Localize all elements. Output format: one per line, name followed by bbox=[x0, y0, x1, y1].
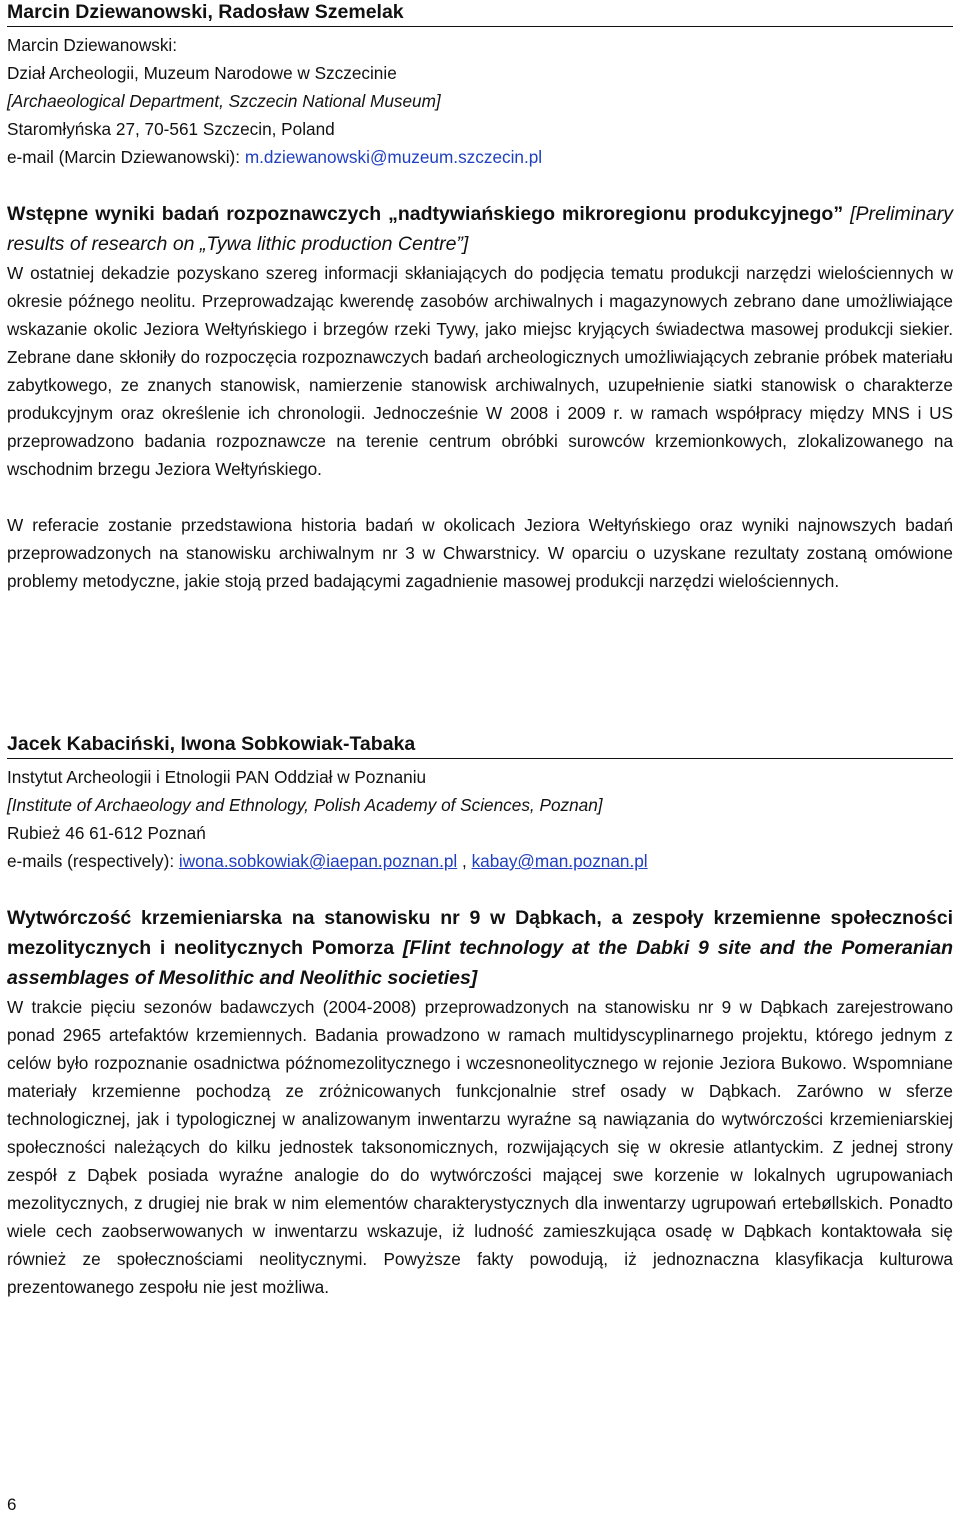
abstract-paragraph: W trakcie pięciu sezonów badawczych (2004-2008) przeprowadzonych na stanowisku nr 9 w Dąbkach zarejestrowano ponad 2965 artefaktów krzemiennych. Badania prowadzono w ramach multidyscyplinarnego projektu, którego jednym z celów było rozpoznanie osadnictwa późnomezolitycznego i wczesnoneolitycznego w rejonie Jeziora Bukowo. Wspomniane materiały krzemienne pochodzą ze zróżnicowanych funkcjonalnie stref osady w Dąbkach. Zarówno w sferze technologicznej, jak i typologicznej w analizowanym inwentarzu wyraźne są nawiązania do wytwórczości krzemieniarskiej społeczności należących do kilku jednostek taksonomicznych, rozwijających się w okresie atlantyckim. Z jednej strony zespół z Dąbek posiada wyraźne analogie do do wytwórczości mającej swe korzenie w lokalnych ugrupowaniach mezolitycznych, z drugiej nie brak w nim elementów charakterystycznych dla inwentarzy ugrupowań ertebøllskich. Ponadto wiele cech zaobserwowanych w inwentarzu wskazuje, iż ludność zamieszkująca osadę w Dąbkach kontaktowała się również ze społecznościami neolitycznymi. Powyższe fakty powodują, iż jednoznaczna klasyfikacja kulturowa prezentowanego zespołu nie jest możliwa. bbox=[7, 997, 953, 1297]
abstract-title bbox=[7, 199, 953, 259]
title-polish: Wstępne wyniki badań rozpoznawczych „nadtywiańskiego mikroregionu produkcyjnego” bbox=[7, 203, 844, 225]
email-link-2[interactable]: kabay@man.poznan.pl bbox=[471, 851, 648, 871]
authors-heading: Jacek Kabaciński, Iwona Sobkowiak-Tabaka bbox=[7, 732, 953, 759]
email-separator: , bbox=[457, 851, 472, 871]
page-number: 6 bbox=[7, 1495, 17, 1514]
email-line bbox=[7, 143, 953, 171]
institution: Instytut Archeologii i Etnologii PAN Oddział w Poznaniu bbox=[7, 767, 427, 787]
affiliation-label: Marcin Dziewanowski: bbox=[7, 35, 178, 55]
email-label: e-mails (respectively): bbox=[7, 851, 179, 871]
title-english: [Flint technology at the Dabki 9 site and the Pomeranian assemblages of Mesolithic and Neolithic societies] bbox=[7, 937, 953, 989]
address: Staromłyńska 27, 70-561 Szczecin, Poland bbox=[7, 119, 335, 139]
authors-heading: Marcin Dziewanowski, Radosław Szemelak bbox=[7, 0, 953, 27]
email-line bbox=[7, 847, 953, 875]
institution-english: [Institute of Archaeology and Ethnology, Polish Academy of Sciences, Poznan] bbox=[7, 795, 603, 815]
institution-english: [Archaeological Department, Szczecin National Museum] bbox=[7, 91, 441, 111]
email-label: e-mail (Marcin Dziewanowski): bbox=[7, 147, 245, 167]
abstract-entry-1 bbox=[7, 0, 953, 595]
abstract-paragraph: W referacie zostanie przedstawiona historia badań w okolicach Jeziora Wełtyńskiego oraz wyniki najnowszych badań przeprowadzonych na stanowisku archiwalnym nr 3 w Chwarstnicy. W oparciu o uzyskane rezultaty zostaną omówione problemy metodyczne, jakie stoją przed badającymi zagadnienie masowej produkcji narzędzi wielościennych. bbox=[7, 515, 953, 591]
abstract-title bbox=[7, 903, 953, 993]
email-link[interactable]: m.dziewanowski@muzeum.szczecin.pl bbox=[244, 147, 543, 167]
address: Rubież 46 61-612 Poznań bbox=[7, 823, 206, 843]
abstract-paragraph: W ostatniej dekadzie pozyskano szereg informacji skłaniających do podjęcia tematu produkcji narzędzi wielościennych w okresie późnego neolitu. Przeprowadzając kwerendę zasobów archiwalnych i magazynowych zebrano dane umożliwiające wskazanie okolic Jeziora Wełtyńskiego i brzegów rzeki Tywy, jako miejsc kryjących świadectwa masowej produkcji siekier. Zebrane dane skłoniły do rozpoczęcia rozpoznawczych badań archeologicznych umożliwiających zebranie próbek materiału zabytkowego, ze znanych stanowisk, namierzenie stanowisk archiwalnych, uzupełnienie siatki stanowisk o charakterze produkcyjnym oraz określenie ich chronologii. Jednocześnie W 2008 i 2009 r. w ramach współpracy między MNS i US przeprowadzono badania rozpoznawcze na terenie centrum obróbki surowców krzemionkowych, zlokalizowanego na wschodnim brzegu Jeziora Wełtyńskiego. bbox=[7, 263, 953, 479]
title-english: [Preliminary results of research on „Tywa lithic production Centre”] bbox=[7, 203, 953, 255]
abstract-entry-2 bbox=[7, 732, 953, 1301]
institution: Dział Archeologii, Muzeum Narodowe w Szczecinie bbox=[7, 63, 397, 83]
email-link-1[interactable]: iwona.sobkowiak@iaepan.poznan.pl bbox=[178, 851, 458, 871]
title-polish: Wytwórczość krzemieniarska na stanowisku nr 9 w Dąbkach, a zespoły krzemienne społeczności mezolitycznych i neolitycznych Pomorza bbox=[7, 907, 953, 959]
